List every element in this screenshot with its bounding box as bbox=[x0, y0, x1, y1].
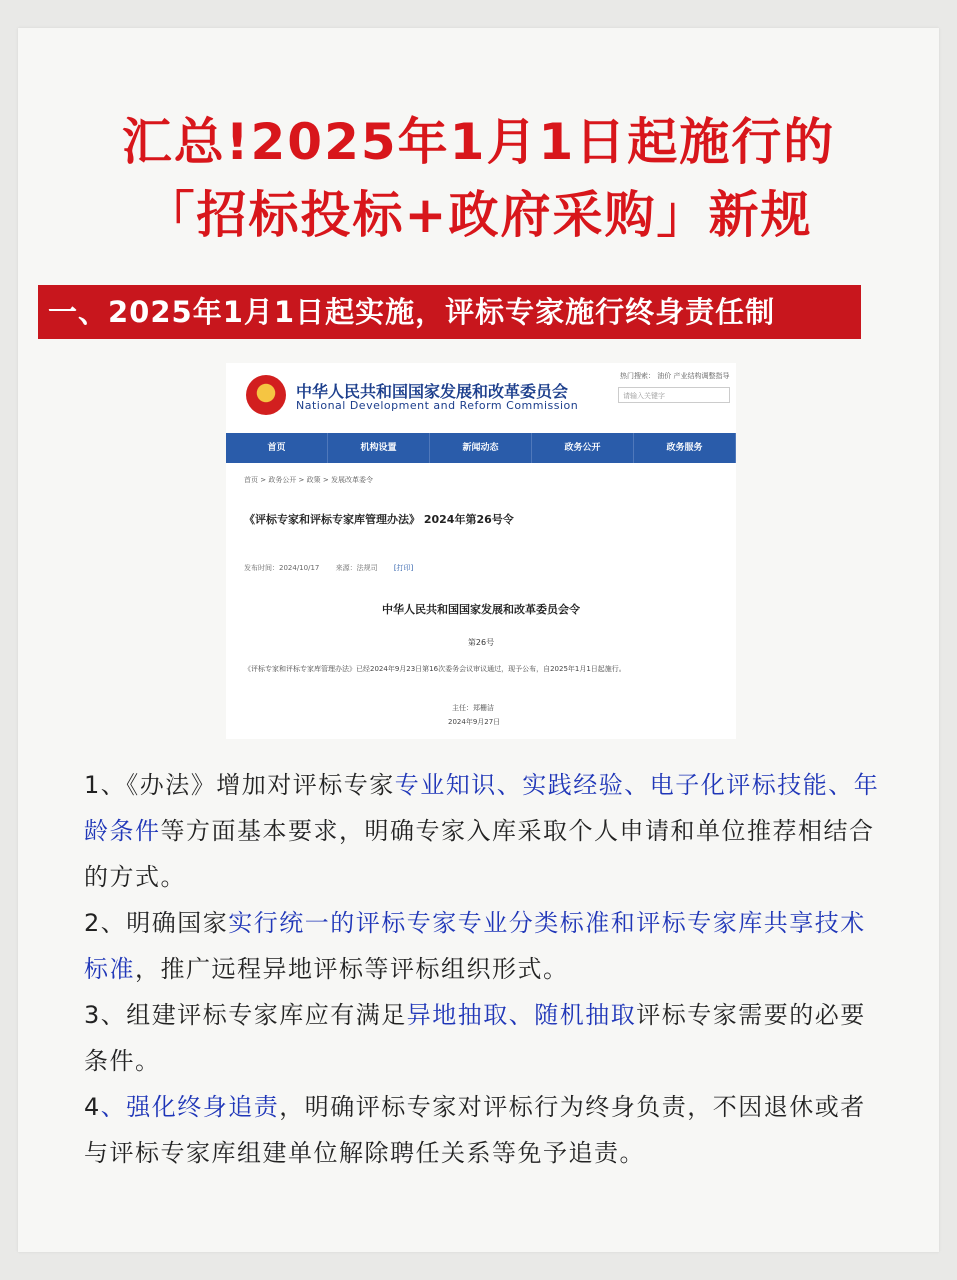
order-number: 第26号 bbox=[467, 638, 495, 647]
doc-title: 《评标专家和评标专家库管理办法》 2024年第26号令 bbox=[244, 513, 514, 526]
point-1: 1、《办法》增加对评标专家专业知识、实践经验、电子化评标技能、年龄条件等方面基本要求，明确专家入库采取个人申请和单位推荐相结合的方式。 bbox=[84, 771, 880, 891]
ndrc-webpage-screenshot bbox=[226, 363, 736, 739]
nav-item-org: 机构设置 bbox=[328, 433, 430, 463]
nav-item-home: 首页 bbox=[226, 433, 328, 463]
main-title-line2: 「招标投标+政府采购」新规 bbox=[144, 186, 813, 244]
nav-item-public: 政务公开 bbox=[532, 433, 634, 463]
nav-item-news: 新闻动态 bbox=[430, 433, 532, 463]
order-title: 中华人民共和国国家发展和改革委员会令 bbox=[382, 603, 580, 616]
hot-search: 热门搜索： 油价 产业结构调整指导 bbox=[620, 372, 730, 380]
national-emblem-icon bbox=[246, 375, 286, 415]
org-name-cn: 中华人民共和国国家发展和改革委员会 bbox=[296, 382, 569, 401]
section-heading-banner: 一、2025年1月1日起实施，评标专家施行终身责任制 bbox=[38, 285, 861, 339]
publish-time: 发布时间：2024/10/17 bbox=[244, 564, 320, 572]
doc-source: 来源：法规司 bbox=[335, 564, 378, 572]
search-input: 请输入关键字 bbox=[618, 387, 730, 403]
doc-meta bbox=[244, 563, 413, 573]
nav-item-service: 政务服务 bbox=[634, 433, 736, 463]
breadcrumb: 首页 > 政务公开 > 政策 > 发展改革委令 bbox=[244, 476, 373, 484]
point-4: 4、强化终身追责，明确评标专家对评标行为终身负责，不因退休或者与评标专家库组建单位解除聘任关系等免予追责。 bbox=[84, 1093, 866, 1167]
print-link: [打印] bbox=[393, 564, 414, 572]
point-2: 2、明确国家实行统一的评标专家专业分类标准和评标专家库共享技术标准，推广远程异地评标等评标组织形式。 bbox=[84, 909, 866, 983]
site-nav bbox=[226, 433, 736, 463]
points-list bbox=[84, 762, 884, 1176]
sign-date: 2024年9月27日 bbox=[448, 718, 501, 726]
signer: 主任：郑栅洁 bbox=[452, 704, 494, 712]
order-text: 《评标专家和评标专家库管理办法》已经2024年9月23日第16次委务会议审议通过，现予公布，自2025年1月1日起施行。 bbox=[244, 665, 626, 673]
main-title-line1: 汇总!2025年1月1日起施行的 bbox=[121, 113, 836, 171]
org-name-en: National Development and Reform Commission bbox=[296, 399, 579, 412]
point-3: 3、组建评标专家库应有满足异地抽取、随机抽取评标专家需要的必要条件。 bbox=[84, 1001, 866, 1075]
